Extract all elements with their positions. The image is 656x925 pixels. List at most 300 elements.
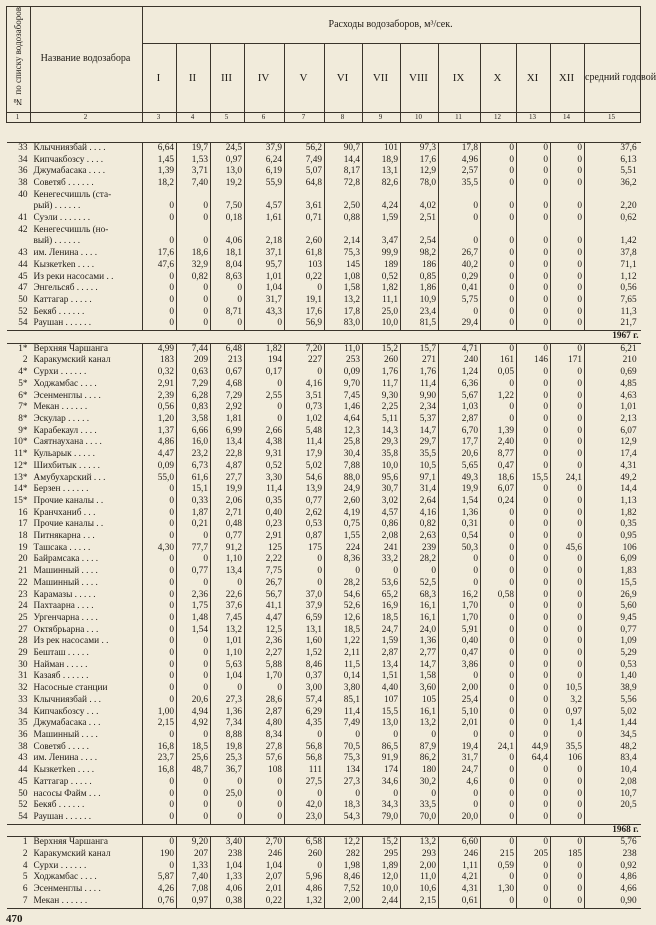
monthly-discharge: 0	[177, 307, 211, 319]
monthly-discharge: 161	[481, 355, 517, 367]
intake-name: Кипчакбозсу . . .	[31, 707, 143, 719]
monthly-discharge: 1,82	[245, 343, 285, 355]
monthly-discharge: 24,1	[481, 742, 517, 754]
monthly-discharge: 0	[481, 531, 517, 543]
monthly-discharge	[401, 190, 439, 202]
monthly-discharge: 0	[285, 566, 325, 578]
monthly-discharge: 0,76	[143, 896, 177, 908]
monthly-discharge: 1,36	[439, 508, 481, 520]
monthly-discharge: 4,47	[245, 613, 285, 625]
monthly-discharge: 23,4	[401, 307, 439, 319]
monthly-discharge: 4,35	[285, 718, 325, 730]
annual-average: 106	[622, 542, 637, 553]
monthly-discharge: 0	[517, 765, 551, 777]
monthly-discharge: 0	[517, 283, 551, 295]
monthly-discharge: 25,6	[177, 753, 211, 765]
table-row	[7, 872, 641, 884]
table-row	[7, 812, 641, 824]
monthly-discharge: 5,87	[143, 872, 177, 884]
annual-average: 1,82	[620, 507, 637, 518]
monthly-discharge: 7,40	[177, 178, 211, 190]
annual-average: 0,95	[620, 531, 637, 542]
monthly-discharge: 0	[143, 837, 177, 849]
monthly-discharge: 1,33	[177, 861, 211, 873]
monthly-discharge: 0	[285, 367, 325, 379]
monthly-discharge: 0	[517, 861, 551, 873]
monthly-discharge: 241	[363, 543, 401, 555]
monthly-discharge: 2,39	[143, 391, 177, 403]
monthly-discharge: 42,0	[285, 800, 325, 812]
monthly-discharge: 32,9	[177, 260, 211, 272]
monthly-discharge: 2,63	[401, 531, 439, 543]
monthly-discharge: 55,9	[245, 178, 285, 190]
intake-name: Кызкетken . . . .	[31, 765, 143, 777]
monthly-discharge: 0	[401, 566, 439, 578]
monthly-discharge: 20,6	[177, 695, 211, 707]
monthly-discharge: 0	[245, 777, 285, 789]
monthly-discharge: 18,6	[177, 248, 211, 260]
annual-average: 21,7	[585, 318, 641, 330]
intake-name: Ходжамбас . . . .	[31, 872, 143, 884]
monthly-discharge: 0	[481, 872, 517, 884]
header-number-col: № по списку водозаборов	[7, 7, 31, 113]
monthly-discharge: 0	[517, 142, 551, 154]
monthly-discharge: 2,00	[401, 861, 439, 873]
table-row	[7, 484, 641, 496]
intake-name: Саятнаухана . . . .	[31, 437, 143, 449]
year-heading: 1968 г.	[612, 824, 639, 835]
monthly-discharge: 0	[481, 283, 517, 295]
monthly-discharge: 1,22	[325, 636, 363, 648]
monthly-discharge: 260	[285, 849, 325, 861]
monthly-discharge: 0	[551, 283, 585, 295]
header-average-col: средний годовой	[585, 44, 641, 113]
monthly-discharge: 6,28	[177, 391, 211, 403]
monthly-discharge: 1,60	[285, 636, 325, 648]
monthly-discharge: 6,19	[245, 166, 285, 178]
monthly-discharge: 5,96	[285, 872, 325, 884]
header-month-11: XI	[517, 44, 551, 113]
annual-average: 9,45	[620, 612, 637, 623]
monthly-discharge: 23,2	[177, 449, 211, 461]
row-number: 27	[18, 624, 28, 635]
row-number: 25	[18, 612, 28, 623]
table-row	[7, 896, 641, 908]
monthly-discharge: 22,8	[211, 449, 245, 461]
monthly-discharge: 0	[517, 318, 551, 330]
intake-name: Эсенменглы . . . .	[31, 391, 143, 403]
annual-average: 49,2	[620, 472, 637, 483]
monthly-discharge: 0,82	[401, 519, 439, 531]
monthly-discharge: 0,22	[285, 272, 325, 284]
annual-average: 0,62	[620, 213, 637, 224]
row-number: 4	[22, 860, 28, 871]
monthly-discharge: 0,83	[177, 402, 211, 414]
monthly-discharge: 28,2	[401, 554, 439, 566]
table-row	[7, 166, 641, 178]
monthly-discharge: 7,49	[285, 155, 325, 167]
monthly-discharge: 0	[551, 318, 585, 330]
row-number	[7, 201, 31, 213]
monthly-discharge: 0	[245, 789, 285, 801]
monthly-discharge: 1,52	[285, 648, 325, 660]
intake-name: Найман . . . . .	[31, 660, 143, 672]
monthly-discharge: 3,71	[177, 166, 211, 178]
monthly-discharge: 0	[481, 236, 517, 248]
monthly-discharge: 1,82	[363, 283, 401, 295]
table-header	[7, 7, 656, 123]
monthly-discharge: 0	[325, 730, 363, 742]
row-number: 4*	[18, 367, 28, 378]
monthly-discharge: 0	[551, 837, 585, 849]
monthly-discharge: 61,6	[177, 473, 211, 485]
row-number: 2	[22, 849, 28, 860]
monthly-discharge: 0	[517, 166, 551, 178]
monthly-discharge: 0	[143, 307, 177, 319]
monthly-discharge: 215	[481, 849, 517, 861]
monthly-discharge: 16,2	[439, 590, 481, 602]
monthly-discharge: 3,60	[401, 683, 439, 695]
monthly-discharge: 0	[481, 671, 517, 683]
table-row	[7, 683, 641, 695]
monthly-discharge	[211, 190, 245, 202]
monthly-discharge: 0	[363, 730, 401, 742]
monthly-discharge: 5,11	[363, 414, 401, 426]
monthly-discharge: 95,7	[245, 260, 285, 272]
monthly-discharge: 0	[481, 260, 517, 272]
table-row	[7, 283, 641, 295]
monthly-discharge: 0	[481, 142, 517, 154]
monthly-discharge: 33,2	[363, 554, 401, 566]
monthly-discharge: 54,3	[325, 812, 363, 824]
monthly-discharge: 0	[551, 367, 585, 379]
table-row	[7, 554, 641, 566]
monthly-discharge: 17,8	[439, 142, 481, 154]
monthly-discharge: 0	[143, 660, 177, 672]
annual-average: 0,69	[620, 367, 637, 378]
monthly-discharge: 0	[551, 554, 585, 566]
row-number: 34	[18, 154, 28, 165]
monthly-discharge: 13,0	[363, 718, 401, 730]
monthly-discharge: 0	[143, 636, 177, 648]
monthly-discharge: 10,5	[551, 683, 585, 695]
monthly-discharge: 16,1	[401, 613, 439, 625]
monthly-discharge: 0	[517, 648, 551, 660]
monthly-discharge: 26,7	[245, 578, 285, 590]
table-row	[7, 367, 641, 379]
monthly-discharge	[245, 225, 285, 237]
monthly-discharge	[211, 225, 245, 237]
intake-name: Кульарык . . . . .	[31, 449, 143, 461]
monthly-discharge: 0	[481, 519, 517, 531]
monthly-discharge: 0	[211, 812, 245, 824]
monthly-discharge	[285, 190, 325, 202]
monthly-discharge: 0	[517, 601, 551, 613]
monthly-discharge: 0	[551, 660, 585, 672]
monthly-discharge: 29,3	[363, 437, 401, 449]
monthly-discharge: 0	[439, 730, 481, 742]
monthly-discharge: 0	[177, 578, 211, 590]
table-row	[7, 426, 641, 438]
monthly-discharge: 7,45	[211, 613, 245, 625]
monthly-discharge: 205	[517, 849, 551, 861]
monthly-discharge: 7,40	[177, 872, 211, 884]
monthly-discharge: 0	[143, 683, 177, 695]
monthly-discharge: 1,03	[439, 402, 481, 414]
monthly-discharge: 0,24	[481, 496, 517, 508]
monthly-discharge: 0	[551, 765, 585, 777]
monthly-discharge: 12,3	[325, 426, 363, 438]
monthly-discharge: 0	[551, 391, 585, 403]
row-number: 6	[22, 884, 28, 895]
monthly-discharge: 0	[517, 155, 551, 167]
monthly-discharge: 0,54	[439, 531, 481, 543]
intake-name: Пахтаарна . . . .	[31, 601, 143, 613]
annual-average: 238	[622, 849, 637, 860]
intake-name: Мекан . . . . . .	[31, 402, 143, 414]
monthly-discharge: 18,1	[211, 248, 245, 260]
monthly-discharge: 1,01	[245, 272, 285, 284]
monthly-discharge: 11,1	[363, 295, 401, 307]
monthly-discharge: 0	[481, 636, 517, 648]
monthly-discharge: 0	[517, 730, 551, 742]
monthly-discharge: 13,4	[363, 660, 401, 672]
monthly-discharge: 3,47	[363, 236, 401, 248]
monthly-discharge: 25,0	[211, 789, 245, 801]
monthly-discharge: 37,1	[245, 248, 285, 260]
monthly-discharge: 2,62	[285, 508, 325, 520]
monthly-discharge: 0	[481, 272, 517, 284]
monthly-discharge: 13,2	[401, 718, 439, 730]
table-row	[7, 753, 641, 765]
monthly-discharge: 0	[481, 343, 517, 355]
monthly-discharge: 13,2	[401, 837, 439, 849]
table-row	[7, 190, 641, 202]
monthly-discharge: 18,2	[143, 178, 177, 190]
row-number: 36	[18, 729, 28, 740]
monthly-discharge: 0	[439, 800, 481, 812]
monthly-discharge: 0	[551, 166, 585, 178]
monthly-discharge: 56,2	[285, 142, 325, 154]
table-row	[7, 461, 641, 473]
monthly-discharge	[177, 225, 211, 237]
monthly-discharge: 1,10	[211, 648, 245, 660]
monthly-discharge: 0	[211, 283, 245, 295]
monthly-discharge: 20,6	[439, 449, 481, 461]
monthly-discharge	[481, 225, 517, 237]
monthly-discharge: 0	[517, 683, 551, 695]
header-col-number: 11	[439, 112, 481, 122]
monthly-discharge: 0	[481, 695, 517, 707]
monthly-discharge: 0	[517, 660, 551, 672]
monthly-discharge: 0,41	[439, 283, 481, 295]
monthly-discharge: 0,09	[143, 461, 177, 473]
monthly-discharge: 0	[285, 789, 325, 801]
monthly-discharge: 4,47	[143, 449, 177, 461]
monthly-discharge: 4,30	[143, 543, 177, 555]
header-col-number: 5	[211, 112, 245, 122]
monthly-discharge: 17,6	[143, 248, 177, 260]
row-number: 22	[18, 577, 28, 588]
monthly-discharge: 0	[143, 861, 177, 873]
monthly-discharge: 16,9	[363, 601, 401, 613]
monthly-discharge: 0	[551, 730, 585, 742]
monthly-discharge: 0	[517, 178, 551, 190]
monthly-discharge	[245, 190, 285, 202]
table-row	[7, 437, 641, 449]
monthly-discharge: 0,23	[245, 519, 285, 531]
monthly-discharge: 0	[551, 295, 585, 307]
monthly-discharge: 16,1	[401, 601, 439, 613]
monthly-discharge: 0	[517, 508, 551, 520]
row-number: 17	[18, 519, 28, 530]
monthly-discharge: 11,4	[285, 437, 325, 449]
intake-name: Кранчханиб . . .	[31, 508, 143, 520]
monthly-discharge: 4,06	[211, 236, 245, 248]
monthly-discharge: 25,3	[211, 753, 245, 765]
monthly-discharge: 0	[551, 636, 585, 648]
header-month-4: IV	[245, 44, 285, 113]
header-col-number: 14	[551, 112, 585, 122]
annual-average: 48,2	[620, 741, 637, 752]
table-row	[7, 648, 641, 660]
monthly-discharge: 1,87	[177, 508, 211, 520]
monthly-discharge: 75,3	[325, 753, 363, 765]
monthly-discharge: 0	[517, 379, 551, 391]
monthly-discharge: 0,35	[245, 496, 285, 508]
monthly-discharge: 5,65	[439, 461, 481, 473]
monthly-discharge: 1,33	[211, 872, 245, 884]
annual-average: 1,44	[620, 718, 637, 729]
monthly-discharge: 10,6	[401, 884, 439, 896]
monthly-discharge: 12,5	[245, 625, 285, 637]
monthly-discharge: 175	[285, 543, 325, 555]
monthly-discharge: 0	[325, 789, 363, 801]
monthly-discharge: 171	[551, 355, 585, 367]
monthly-discharge: 0	[517, 519, 551, 531]
monthly-discharge: 0,29	[439, 272, 481, 284]
intake-name: Джумабасака . . .	[31, 718, 143, 730]
monthly-discharge: 0	[177, 789, 211, 801]
monthly-discharge: 81,5	[401, 318, 439, 330]
monthly-discharge: 0	[481, 543, 517, 555]
annual-average: 1,09	[620, 636, 637, 647]
monthly-discharge: 0	[551, 155, 585, 167]
row-number: 45	[18, 271, 28, 282]
monthly-discharge: 18,9	[363, 155, 401, 167]
monthly-discharge: 3,58	[177, 414, 211, 426]
monthly-discharge: 0	[551, 578, 585, 590]
row-number: 11*	[13, 449, 28, 460]
monthly-discharge: 37,0	[285, 590, 325, 602]
monthly-discharge: 1,54	[439, 496, 481, 508]
annual-average: 1,40	[620, 671, 637, 682]
monthly-discharge: 1,04	[211, 671, 245, 683]
monthly-discharge: 190	[143, 849, 177, 861]
monthly-discharge: 0	[517, 884, 551, 896]
monthly-discharge: 3,30	[245, 473, 285, 485]
monthly-discharge: 3,00	[285, 683, 325, 695]
header-month-3: III	[211, 44, 245, 113]
monthly-discharge: 6,48	[211, 343, 245, 355]
monthly-discharge: 0	[285, 861, 325, 873]
monthly-discharge: 24,7	[363, 625, 401, 637]
monthly-discharge: 0	[481, 213, 517, 225]
monthly-discharge: 9,30	[363, 391, 401, 403]
monthly-discharge: 0	[517, 590, 551, 602]
monthly-discharge: 0	[481, 554, 517, 566]
monthly-discharge: 0	[177, 531, 211, 543]
annual-average	[585, 190, 641, 202]
monthly-discharge: 6,29	[285, 707, 325, 719]
table-row	[7, 508, 641, 520]
monthly-discharge: 0	[143, 578, 177, 590]
table-row	[7, 355, 641, 367]
monthly-discharge: 25,8	[325, 437, 363, 449]
annual-average: 12,9	[620, 437, 637, 448]
monthly-discharge: 0	[517, 896, 551, 908]
monthly-discharge: 0,88	[325, 213, 363, 225]
monthly-discharge: 0	[517, 307, 551, 319]
monthly-discharge: 2,07	[245, 872, 285, 884]
monthly-discharge: 26,7	[439, 248, 481, 260]
monthly-discharge: 0	[517, 260, 551, 272]
monthly-discharge: 8,46	[285, 660, 325, 672]
monthly-discharge: 0	[245, 800, 285, 812]
header-col-number: 7	[285, 112, 325, 122]
annual-average: 6,13	[620, 154, 637, 165]
monthly-discharge: 7,34	[211, 718, 245, 730]
intake-name: Прочие каналы . .	[31, 519, 143, 531]
table-row	[7, 671, 641, 683]
monthly-discharge: 0	[517, 554, 551, 566]
monthly-discharge: 0	[481, 566, 517, 578]
intake-name: Кызкетken . . . .	[31, 260, 143, 272]
row-number: 38	[18, 741, 28, 752]
monthly-discharge: 16,8	[143, 765, 177, 777]
monthly-discharge: 24,5	[211, 142, 245, 154]
intake-name: Из рек насосами . .	[31, 636, 143, 648]
monthly-discharge: 0	[481, 765, 517, 777]
monthly-discharge: 7,08	[177, 884, 211, 896]
monthly-discharge: 4,06	[211, 884, 245, 896]
table-row	[7, 625, 641, 637]
monthly-discharge: 13,2	[325, 295, 363, 307]
monthly-discharge: 295	[363, 849, 401, 861]
monthly-discharge: 45,6	[551, 543, 585, 555]
row-number: 33	[7, 142, 31, 154]
monthly-discharge: 14,7	[401, 660, 439, 672]
monthly-discharge: 0	[481, 578, 517, 590]
monthly-discharge: 7,88	[325, 461, 363, 473]
monthly-discharge: 23,0	[285, 812, 325, 824]
monthly-discharge: 0	[481, 837, 517, 849]
monthly-discharge: 0	[517, 295, 551, 307]
monthly-discharge: 12,2	[325, 837, 363, 849]
monthly-discharge: 25,0	[363, 307, 401, 319]
row-number: 15*	[13, 495, 28, 506]
monthly-discharge: 0	[481, 896, 517, 908]
monthly-discharge: 4,40	[363, 683, 401, 695]
table-row	[7, 707, 641, 719]
monthly-discharge: 2,00	[325, 896, 363, 908]
monthly-discharge: 1,55	[325, 531, 363, 543]
monthly-discharge: 4,16	[401, 508, 439, 520]
monthly-discharge: 0	[551, 884, 585, 896]
monthly-discharge: 11,4	[245, 484, 285, 496]
intake-name: Машинный . . . .	[31, 566, 143, 578]
monthly-discharge: 17,8	[325, 307, 363, 319]
